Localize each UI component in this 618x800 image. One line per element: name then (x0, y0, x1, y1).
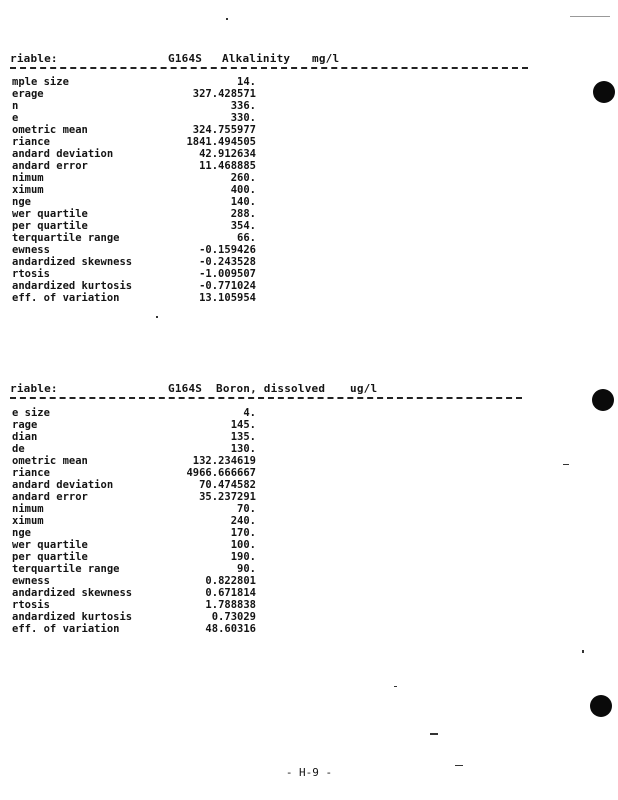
stat-row (0, 208, 618, 220)
stat-row (0, 268, 618, 280)
scan-speck (582, 650, 584, 653)
stat-label: andardized skewness (12, 587, 133, 599)
stat-value: 0.671814 (205, 587, 256, 599)
variable-units: mg/l (312, 52, 340, 65)
stat-row (0, 244, 618, 256)
stat-value: 400. (230, 184, 256, 196)
stat-label: ewness (12, 575, 50, 587)
stat-row (0, 292, 618, 304)
stat-value: 0.73029 (211, 611, 256, 623)
stat-label: per quartile (12, 551, 88, 563)
stat-label: wer quartile (12, 539, 88, 551)
stat-label: ximum (12, 184, 44, 196)
stat-label: rage (12, 419, 38, 431)
stat-value: 70.474582 (199, 479, 256, 491)
variable-code: G164S (168, 52, 203, 65)
stat-label: ewness (12, 244, 50, 256)
stat-label: nge (12, 527, 31, 539)
binder-hole (590, 695, 612, 717)
stat-row (0, 124, 618, 136)
stat-label: de (12, 443, 25, 455)
stat-value: 190. (230, 551, 256, 563)
page-number: - H-9 - (285, 766, 333, 779)
stat-value: 1.788838 (205, 599, 256, 611)
stat-label: terquartile range (12, 563, 120, 575)
stat-row (0, 467, 618, 479)
stat-row (0, 100, 618, 112)
stat-label: dian (12, 431, 38, 443)
stat-value: 90. (237, 563, 256, 575)
stat-row (0, 88, 618, 100)
stat-label: e size (12, 407, 50, 419)
binder-hole (593, 81, 615, 103)
stat-label: andard deviation (12, 148, 114, 160)
stat-value: 330. (230, 112, 256, 124)
stat-value: 11.468885 (199, 160, 256, 172)
stat-row (0, 196, 618, 208)
scan-speck (430, 733, 438, 735)
stat-label: eff. of variation (12, 623, 120, 635)
variable-code: G164S (168, 382, 203, 395)
stat-value: 140. (230, 196, 256, 208)
stat-label: wer quartile (12, 208, 88, 220)
stat-label: andard error (12, 160, 88, 172)
stat-value: 132.234619 (192, 455, 256, 467)
stat-row (0, 551, 618, 563)
stat-value: -0.159426 (199, 244, 256, 256)
variable-label: riable: (10, 382, 58, 395)
stat-label: terquartile range (12, 232, 120, 244)
stat-value: 42.912634 (199, 148, 256, 160)
stat-row (0, 76, 618, 88)
stat-value: 324.755977 (192, 124, 256, 136)
stat-row (0, 575, 618, 587)
scan-speck (394, 686, 397, 687)
stat-label: andardized kurtosis (12, 611, 133, 623)
stat-label: per quartile (12, 220, 88, 232)
stat-value: 336. (230, 100, 256, 112)
stats-table (0, 76, 618, 304)
stat-label: andard deviation (12, 479, 114, 491)
variable-description: Boron, dissolved (216, 382, 326, 395)
stat-label: eff. of variation (12, 292, 120, 304)
stat-row (0, 527, 618, 539)
stat-value: 135. (230, 431, 256, 443)
stats-table (0, 407, 618, 635)
stat-value: 14. (237, 76, 256, 88)
stat-row (0, 172, 618, 184)
stat-label: andardized skewness (12, 256, 133, 268)
stat-value: 145. (230, 419, 256, 431)
stat-value: -0.771024 (199, 280, 256, 292)
stat-label: mple size (12, 76, 69, 88)
stat-value: 354. (230, 220, 256, 232)
stat-row (0, 256, 618, 268)
stat-value: 130. (230, 443, 256, 455)
stat-row (0, 563, 618, 575)
dashed-rule (10, 67, 528, 69)
stat-row (0, 184, 618, 196)
stat-value: 288. (230, 208, 256, 220)
stat-label: rtosis (12, 599, 50, 611)
stat-row (0, 148, 618, 160)
stat-row (0, 431, 618, 443)
stat-label: andardized kurtosis (12, 280, 133, 292)
stat-row (0, 611, 618, 623)
scan-speck (570, 16, 610, 17)
stat-row (0, 479, 618, 491)
stat-row (0, 419, 618, 431)
variable-units: ug/l (350, 382, 378, 395)
stat-label: ximum (12, 515, 44, 527)
stat-value: 70. (237, 503, 256, 515)
stat-label: nimum (12, 172, 44, 184)
dashed-rule (10, 397, 522, 399)
stat-row (0, 112, 618, 124)
stat-row (0, 539, 618, 551)
stat-label: n (12, 100, 19, 112)
stat-label: ometric mean (12, 124, 88, 136)
scan-speck (563, 464, 569, 465)
stat-row (0, 136, 618, 148)
stat-value: 4966.666667 (186, 467, 256, 479)
stat-row (0, 280, 618, 292)
stat-value: 13.105954 (199, 292, 256, 304)
scan-speck (156, 316, 158, 318)
stat-label: nge (12, 196, 31, 208)
stat-label: ometric mean (12, 455, 88, 467)
stat-row (0, 455, 618, 467)
stat-value: 327.428571 (192, 88, 256, 100)
stat-label: rtosis (12, 268, 50, 280)
stat-label: erage (12, 88, 44, 100)
stat-value: -0.243528 (199, 256, 256, 268)
stat-value: 170. (230, 527, 256, 539)
stat-value: 48.60316 (205, 623, 256, 635)
scan-speck (226, 18, 228, 20)
stat-label: riance (12, 467, 50, 479)
stat-row (0, 503, 618, 515)
stat-value: 260. (230, 172, 256, 184)
variable-description: Alkalinity (222, 52, 291, 65)
stat-label: e (12, 112, 19, 124)
stat-value: 35.237291 (199, 491, 256, 503)
stat-value: 0.822801 (205, 575, 256, 587)
stat-row (0, 407, 618, 419)
stat-row (0, 515, 618, 527)
stat-value: -1.009507 (199, 268, 256, 280)
stat-label: andard error (12, 491, 88, 503)
stat-value: 4. (243, 407, 256, 419)
stat-value: 100. (230, 539, 256, 551)
stat-row (0, 491, 618, 503)
stat-row (0, 443, 618, 455)
stat-row (0, 232, 618, 244)
binder-hole (592, 389, 614, 411)
stat-value: 66. (237, 232, 256, 244)
stat-label: riance (12, 136, 50, 148)
stat-row (0, 623, 618, 635)
stat-row (0, 587, 618, 599)
stat-label: nimum (12, 503, 44, 515)
stat-value: 1841.494505 (186, 136, 256, 148)
stat-row (0, 160, 618, 172)
variable-label: riable: (10, 52, 58, 65)
stat-row (0, 599, 618, 611)
stat-value: 240. (230, 515, 256, 527)
stat-row (0, 220, 618, 232)
